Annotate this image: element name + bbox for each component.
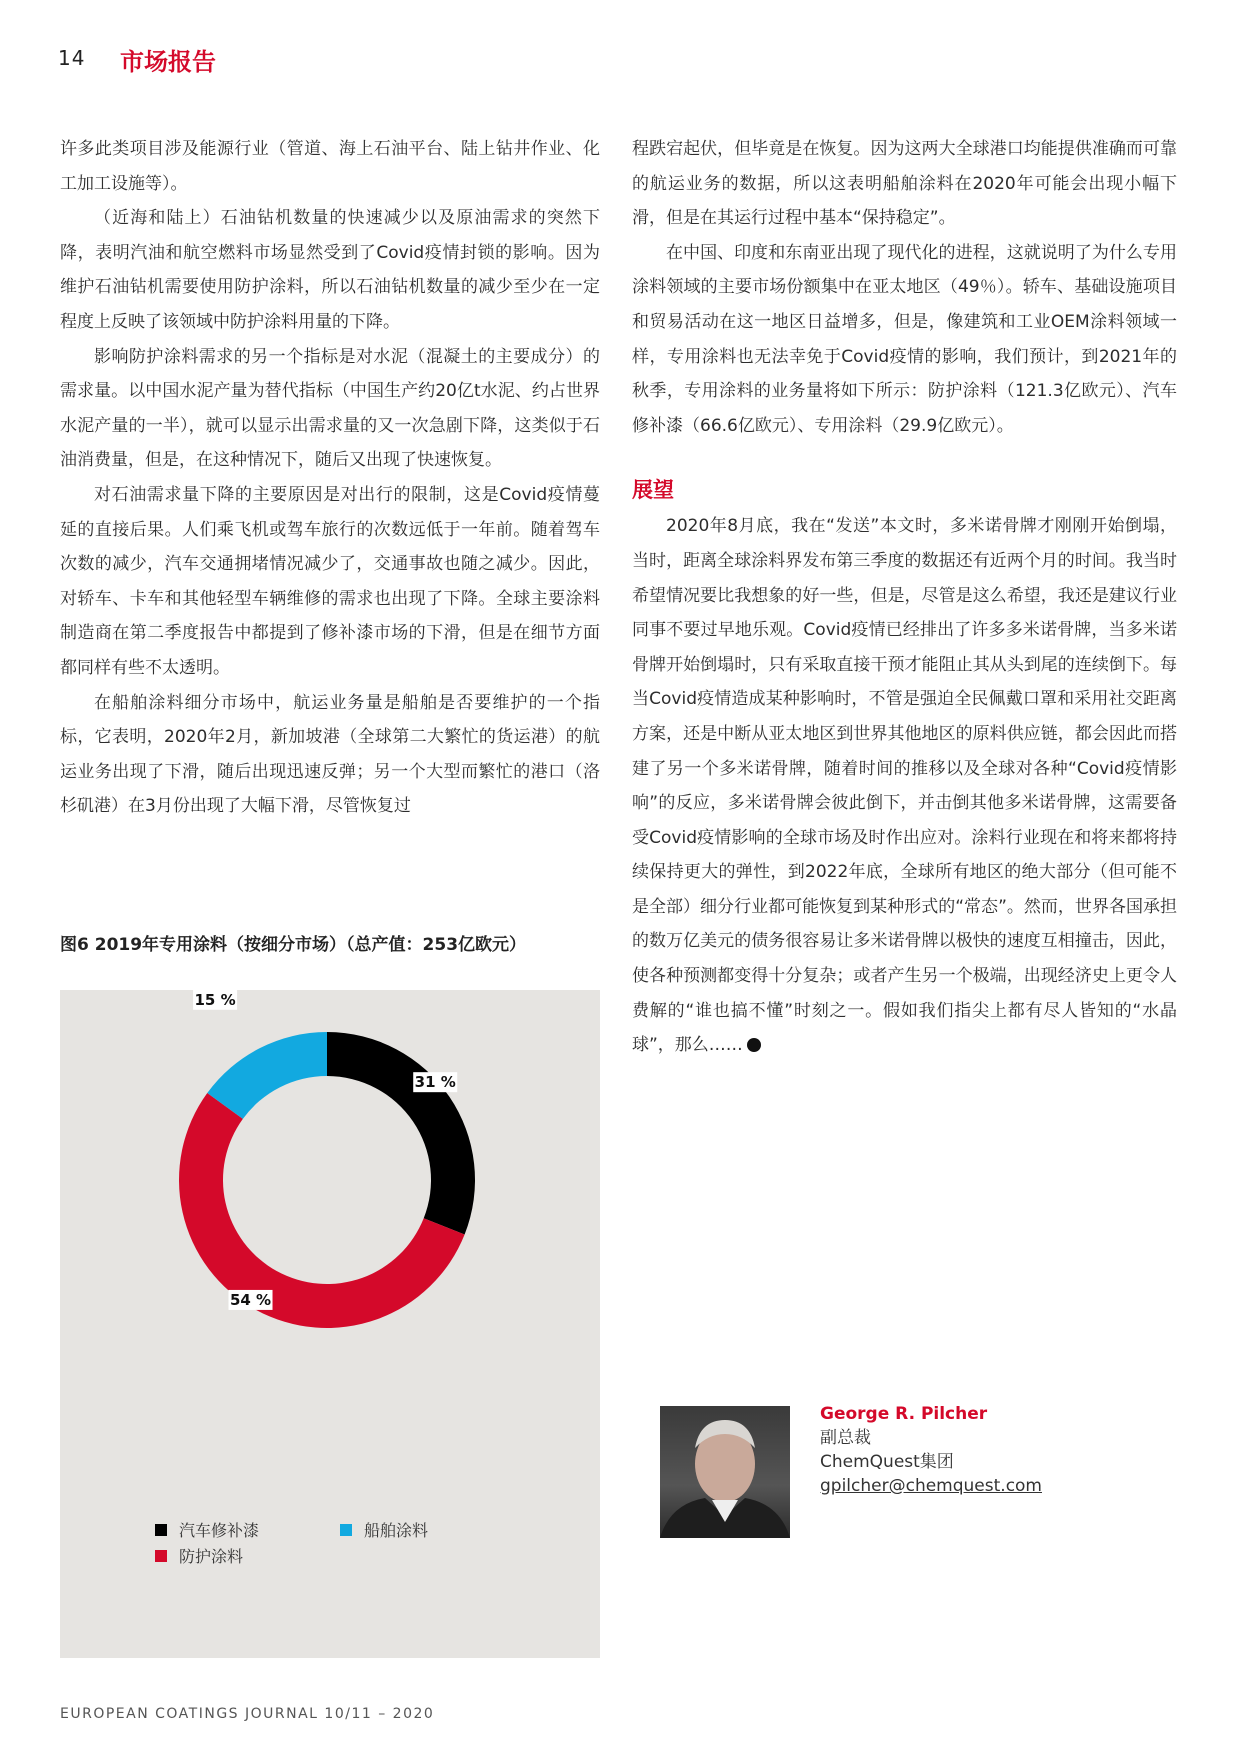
- section-title: 市场报告: [120, 48, 216, 76]
- legend-item-automotive-refinish: [155, 1518, 259, 1541]
- paragraph: [632, 509, 1177, 1063]
- svg-text:31 %: 31 %: [414, 1073, 456, 1092]
- donut-slice: [207, 1032, 327, 1119]
- paragraph-text: 2020年8月底，我在“发送”本文时，多米诺骨牌才刚刚开始倒塌，当时，距离全球涂料界发布第三季度的数据还有近两个月的时间。我当时希望情况要比我想象的好一些，但是，尽管是这么希望，我还是建议行业同事不要过早地乐观。Covid疫情已经排出了许多多米诺骨牌，当多米诺骨牌开始倒塌时，只有采取直接干预才能阻止其从头到尾的连续倒下。每当Covid疫情造成某种影响时，不管是强迫全民佩戴口罩和采用社交距离方案，还是中断从亚太地区到世界其他地区的原料供应链，都会因此而搭建了另一个多米诺骨牌，随着时间的推移以及全球对各种“Covid疫情影响”的反应，多米诺骨牌会彼此倒下，并击倒其他多米诺骨牌，这需要备受Covid疫情影响的全球市场及时作出应对。涂料行业现在和将来都将持续保持更大的弹性，到2022年底，全球所有地区的绝大部分（但可能不是全部）细分行业都可能恢复到某种形式的“常态”。然而，世界各国承担的数万亿美元的债务很容易让多米诺骨牌以极快的速度互相撞击，因此，使各种预测都变得十分复杂；或者产生另一个极端，出现经济史上更令人费解的“谁也搞不懂”时刻之一。假如我们指尖上都有尽人皆知的“水晶球”，那么……: [632, 516, 1177, 1056]
- svg-text:15 %: 15 %: [194, 990, 236, 1009]
- legend-item-protective: [155, 1544, 243, 1567]
- legend-item-marine: [340, 1518, 428, 1541]
- donut-chart: [60, 990, 600, 1658]
- paragraph: （近海和陆上）石油钻机数量的快速减少以及原油需求的突然下降，表明汽油和航空燃料市场显然受到了Covid疫情封锁的影响。因为维护石油钻机需要使用防护涂料，所以石油钻机数量的减少至少在一定程度上反映了该领域中防护涂料用量的下降。: [60, 208, 600, 332]
- legend-swatch: [340, 1524, 352, 1536]
- slice-data-label: [193, 990, 237, 1010]
- author-title: 副总裁: [820, 1428, 871, 1448]
- legend-swatch: [155, 1550, 167, 1562]
- author-email-link[interactable]: gpilcher@chemquest.com: [820, 1476, 1042, 1496]
- legend-swatch: [155, 1524, 167, 1536]
- author-info: [820, 1402, 1042, 1498]
- right-column: [632, 132, 1177, 1063]
- outlook-heading: 展望: [632, 478, 674, 503]
- donut-slice: [327, 1032, 475, 1234]
- figure-caption: 图6 2019年专用涂料（按细分市场）（总产值：253亿欧元）: [60, 935, 527, 955]
- left-column: [60, 132, 600, 824]
- legend-label: 汽车修补漆: [179, 1521, 260, 1540]
- page-number: 14: [58, 46, 86, 70]
- slice-data-label: [229, 1290, 273, 1310]
- author-company: ChemQuest集团: [820, 1452, 954, 1472]
- paragraph: 程跌宕起伏，但毕竟是在恢复。因为这两大全球港口均能提供准确而可靠的航运业务的数据，所以这表明船舶涂料在2020年可能会出现小幅下滑，但是在其运行过程中基本“保持稳定”。: [632, 139, 1177, 229]
- paragraph: 对石油需求量下降的主要原因是对出行的限制，这是Covid疫情蔓延的直接后果。人们乘飞机或驾车旅行的次数远低于一年前。随着驾车次数的减少，汽车交通拥堵情况减少了，交通事故也随之减少。因此，对轿车、卡车和其他轻型车辆维修的需求也出现了下降。全球主要涂料制造商在第二季度报告中都提到了修补漆市场的下滑，但是在细节方面都同样有些不太透明。: [60, 484, 600, 678]
- paragraph: 许多此类项目涉及能源行业（管道、海上石油平台、陆上钻井作业、化工加工设施等）。: [60, 139, 600, 194]
- paragraph: 在船舶涂料细分市场中，航运业务量是船舶是否要维护的一个指标，它表明，2020年2月，新加坡港（全球第二大繁忙的货运港）的航运业务出现了下滑，随后出现迅速反弹；另一个大型而繁忙的港口（洛杉矶港）在3月份出现了大幅下滑，尽管恢复过: [60, 692, 600, 817]
- svg-text:54 %: 54 %: [229, 1290, 272, 1309]
- paragraph: 在中国、印度和东南亚出现了现代化的进程，这就说明了为什么专用涂料领域的主要市场份额集中在亚太地区（49％）。轿车、基础设施项目和贸易活动在这一地区日益增多，但是，像建筑和工业OEM涂料领域一样，专用涂料也无法幸免于Covid疫情的影响，我们预计，到2021年的秋季，专用涂料的业务量将如下所示：防护涂料（121.3亿欧元）、汽车修补漆（66.6亿欧元）、专用涂料（29.9亿欧元）。: [632, 242, 1177, 436]
- author-photo: [660, 1406, 790, 1538]
- author-name: George R. Pilcher: [820, 1404, 988, 1424]
- legend-label: 船舶涂料: [364, 1521, 429, 1540]
- footer: EUROPEAN COATINGS JOURNAL 10/11 – 2020: [60, 1706, 435, 1722]
- figure-panel: [60, 990, 600, 1658]
- legend-label: 防护涂料: [179, 1547, 244, 1566]
- paragraph: 影响防护涂料需求的另一个指标是对水泥（混凝土的主要成分）的需求量。以中国水泥产量为替代指标（中国生产约20亿t水泥、约占世界水泥产量的一半），就可以显示出需求量的又一次急剧下降，这类似于石油消费量，但是，在这种情况下，随后又出现了快速恢复。: [60, 346, 600, 471]
- slice-data-label: [413, 1072, 457, 1092]
- end-of-article-icon: ◀: [747, 1038, 761, 1052]
